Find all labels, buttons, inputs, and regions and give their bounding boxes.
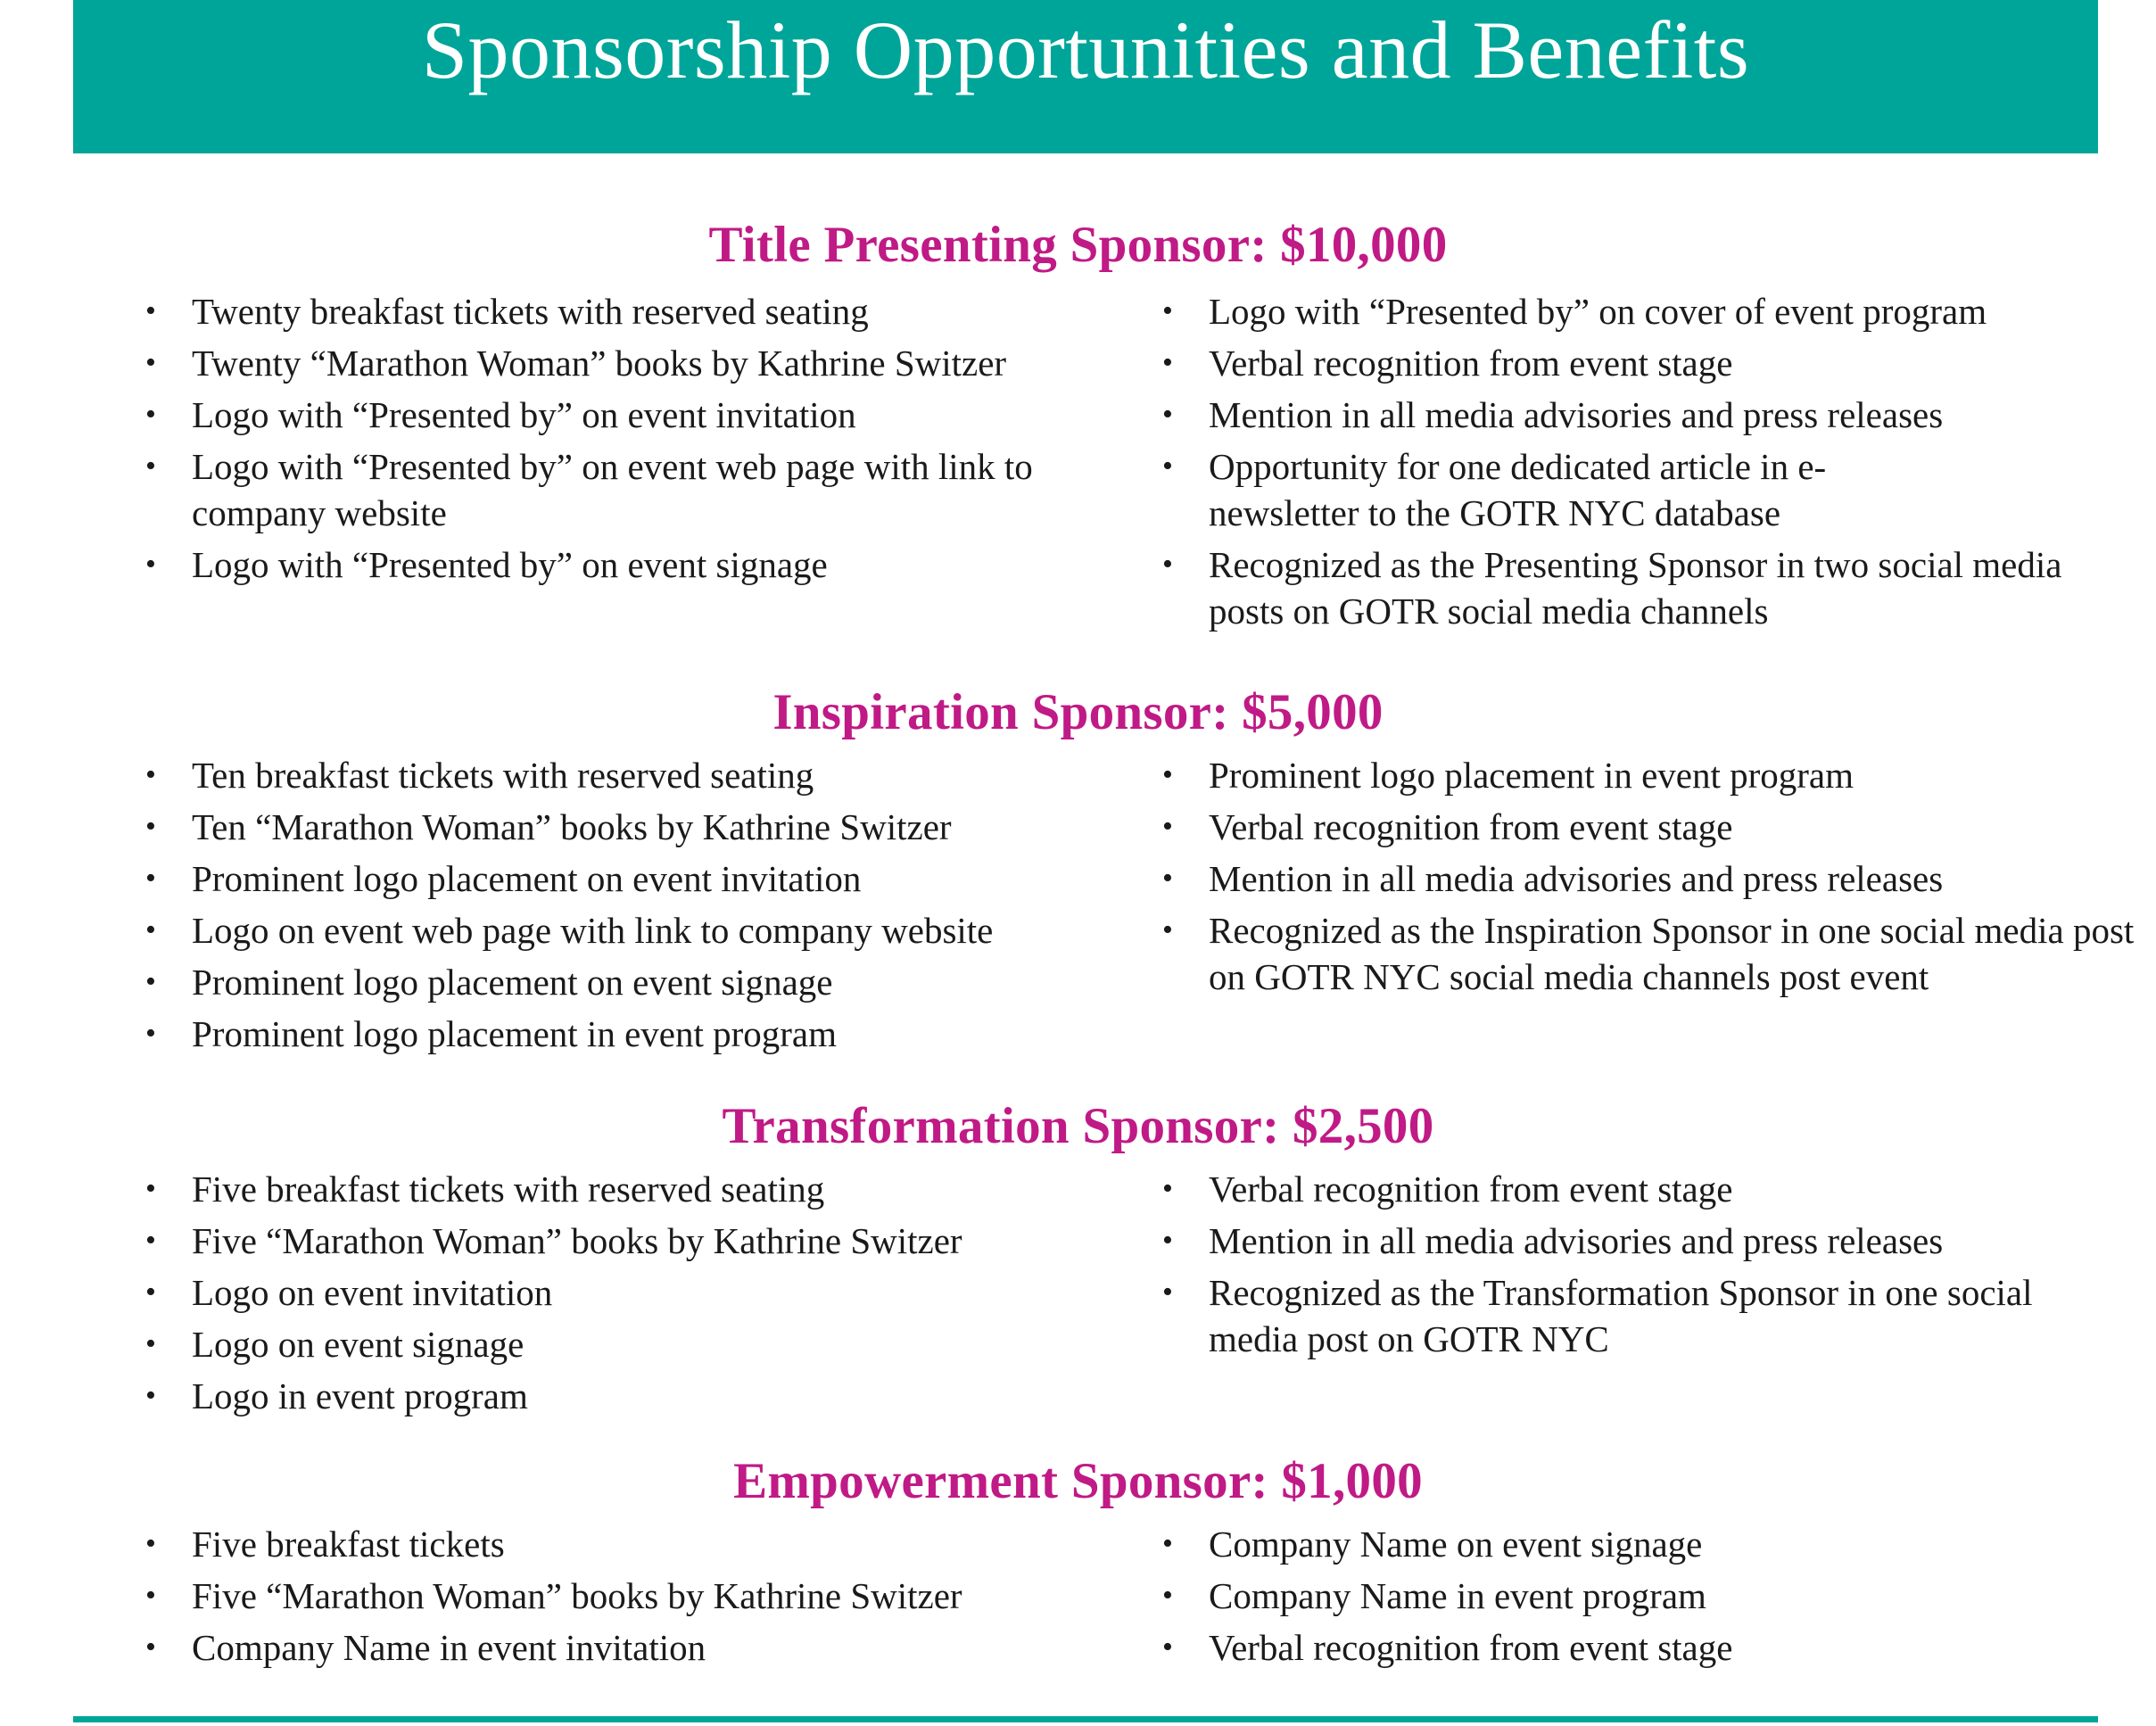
sponsor-tier-inspiration <box>0 684 2156 1054</box>
benefit-item: • Mention in all media advisories and press releases <box>1155 1218 2136 1264</box>
benefit-item: • Recognized as the Transformation Sponsor in one social media post on GOTR NYC <box>1155 1269 2119 1362</box>
bullet-icon: • <box>1162 1172 1173 1205</box>
bullet-icon: • <box>145 1327 156 1360</box>
benefit-item: • Prominent logo placement on event invitation <box>138 855 1102 902</box>
bullet-icon: • <box>1162 398 1173 431</box>
benefit-item: • Twenty “Marathon Woman” books by Kathrine Switzer <box>138 340 1084 386</box>
benefit-item: • Logo on event invitation <box>138 1269 1102 1316</box>
bullet-icon: • <box>145 758 156 791</box>
benefit-item: • Five “Marathon Woman” books by Kathrine Switzer <box>138 1218 1102 1264</box>
benefit-item: • Verbal recognition from event stage <box>1155 804 2136 850</box>
bullet-icon: • <box>145 1276 156 1309</box>
bullet-icon: • <box>145 294 156 327</box>
sponsor-tier-transformation <box>0 1098 2156 1416</box>
bullet-icon: • <box>145 1224 156 1257</box>
bullet-icon: • <box>145 450 156 483</box>
benefit-item: • Logo with “Presented by” on event signage <box>138 541 1102 588</box>
benefit-item: • Five breakfast tickets <box>138 1521 1102 1567</box>
bullet-icon: • <box>145 1379 156 1412</box>
benefit-item: • Logo in event program <box>138 1373 1102 1419</box>
page-title: Sponsorship Opportunities and Benefits <box>421 4 1750 96</box>
bullet-icon: • <box>145 548 156 581</box>
benefit-item: • Twenty breakfast tickets with reserved seating <box>138 288 1102 334</box>
tier-heading: Title Presenting Sponsor: $10,000 <box>708 217 1448 273</box>
bullet-icon: • <box>145 346 156 379</box>
bullet-icon: • <box>145 862 156 895</box>
benefit-item: • Verbal recognition from event stage <box>1155 1166 2136 1212</box>
benefit-item: • Logo on event web page with link to company website <box>138 907 1102 954</box>
bullet-icon: • <box>1162 346 1173 379</box>
benefit-list-right <box>1155 1166 2136 1367</box>
benefit-list-left <box>138 288 1102 593</box>
bullet-icon: • <box>145 965 156 998</box>
benefit-item: • Company Name in event invitation <box>138 1624 1102 1671</box>
benefit-item: • Opportunity for one dedicated article in e-newsletter to the GOTR NYC database <box>1155 443 1958 536</box>
benefit-item: • Mention in all media advisories and press releases <box>1155 392 2136 438</box>
bullet-icon: • <box>1162 913 1173 946</box>
benefit-item: • Recognized as the Inspiration Sponsor in one social media post on GOTR NYC social media channels post event <box>1155 907 2145 1000</box>
bullet-icon: • <box>1162 1579 1173 1612</box>
benefit-item: • Recognized as the Presenting Sponsor in two social media posts on GOTR social media channels <box>1155 541 2136 634</box>
bullet-icon: • <box>1162 758 1173 791</box>
benefit-item: • Ten breakfast tickets with reserved seating <box>138 752 1102 798</box>
benefit-item: • Logo on event signage <box>138 1321 1102 1367</box>
title-banner <box>73 0 2098 153</box>
benefit-list-right <box>1155 752 2136 1005</box>
bullet-icon: • <box>145 398 156 431</box>
sponsor-tier-title-presenting <box>0 217 2156 632</box>
benefit-item: • Five “Marathon Woman” books by Kathrine Switzer <box>138 1573 1102 1619</box>
tier-heading: Inspiration Sponsor: $5,000 <box>772 684 1384 740</box>
benefit-item: • Prominent logo placement in event program <box>1155 752 2136 798</box>
bullet-icon: • <box>145 1631 156 1664</box>
benefit-item: • Company Name on event signage <box>1155 1521 2136 1567</box>
bullet-icon: • <box>1162 450 1173 483</box>
bullet-icon: • <box>145 1017 156 1050</box>
sponsor-tier-empowerment <box>0 1453 2156 1668</box>
bullet-icon: • <box>1162 548 1173 581</box>
benefit-list-left <box>138 1166 1102 1425</box>
bullet-icon: • <box>145 810 156 843</box>
benefit-item: • Five breakfast tickets with reserved seating <box>138 1166 1102 1212</box>
benefit-item: • Logo with “Presented by” on cover of event program <box>1155 288 2136 334</box>
benefit-list-left <box>138 1521 1102 1676</box>
tier-heading: Transformation Sponsor: $2,500 <box>722 1098 1434 1154</box>
bottom-divider <box>73 1716 2098 1722</box>
benefit-item: • Verbal recognition from event stage <box>1155 340 2136 386</box>
bullet-icon: • <box>1162 1631 1173 1664</box>
bullet-icon: • <box>1162 294 1173 327</box>
benefit-list-left <box>138 752 1102 1062</box>
bullet-icon: • <box>1162 1224 1173 1257</box>
bullet-icon: • <box>1162 1276 1173 1309</box>
bullet-icon: • <box>1162 1527 1173 1560</box>
benefit-item: • Logo with “Presented by” on event web page with link to company website <box>138 443 1084 536</box>
bullet-icon: • <box>1162 810 1173 843</box>
benefit-item: • Prominent logo placement in event program <box>138 1011 1102 1057</box>
tier-heading: Empowerment Sponsor: $1,000 <box>733 1453 1423 1509</box>
benefit-item: • Mention in all media advisories and press releases <box>1155 855 2136 902</box>
bullet-icon: • <box>145 1579 156 1612</box>
benefit-item: • Logo with “Presented by” on event invitation <box>138 392 1102 438</box>
bullet-icon: • <box>145 1172 156 1205</box>
benefit-list-right <box>1155 288 2136 640</box>
bullet-icon: • <box>145 913 156 946</box>
bullet-icon: • <box>145 1527 156 1560</box>
benefit-item: • Verbal recognition from event stage <box>1155 1624 2136 1671</box>
benefit-item: • Company Name in event program <box>1155 1573 2136 1619</box>
bullet-icon: • <box>1162 862 1173 895</box>
benefit-item: • Ten “Marathon Woman” books by Kathrine Switzer <box>138 804 1102 850</box>
benefit-list-right <box>1155 1521 2136 1676</box>
benefit-item: • Prominent logo placement on event signage <box>138 959 1102 1005</box>
